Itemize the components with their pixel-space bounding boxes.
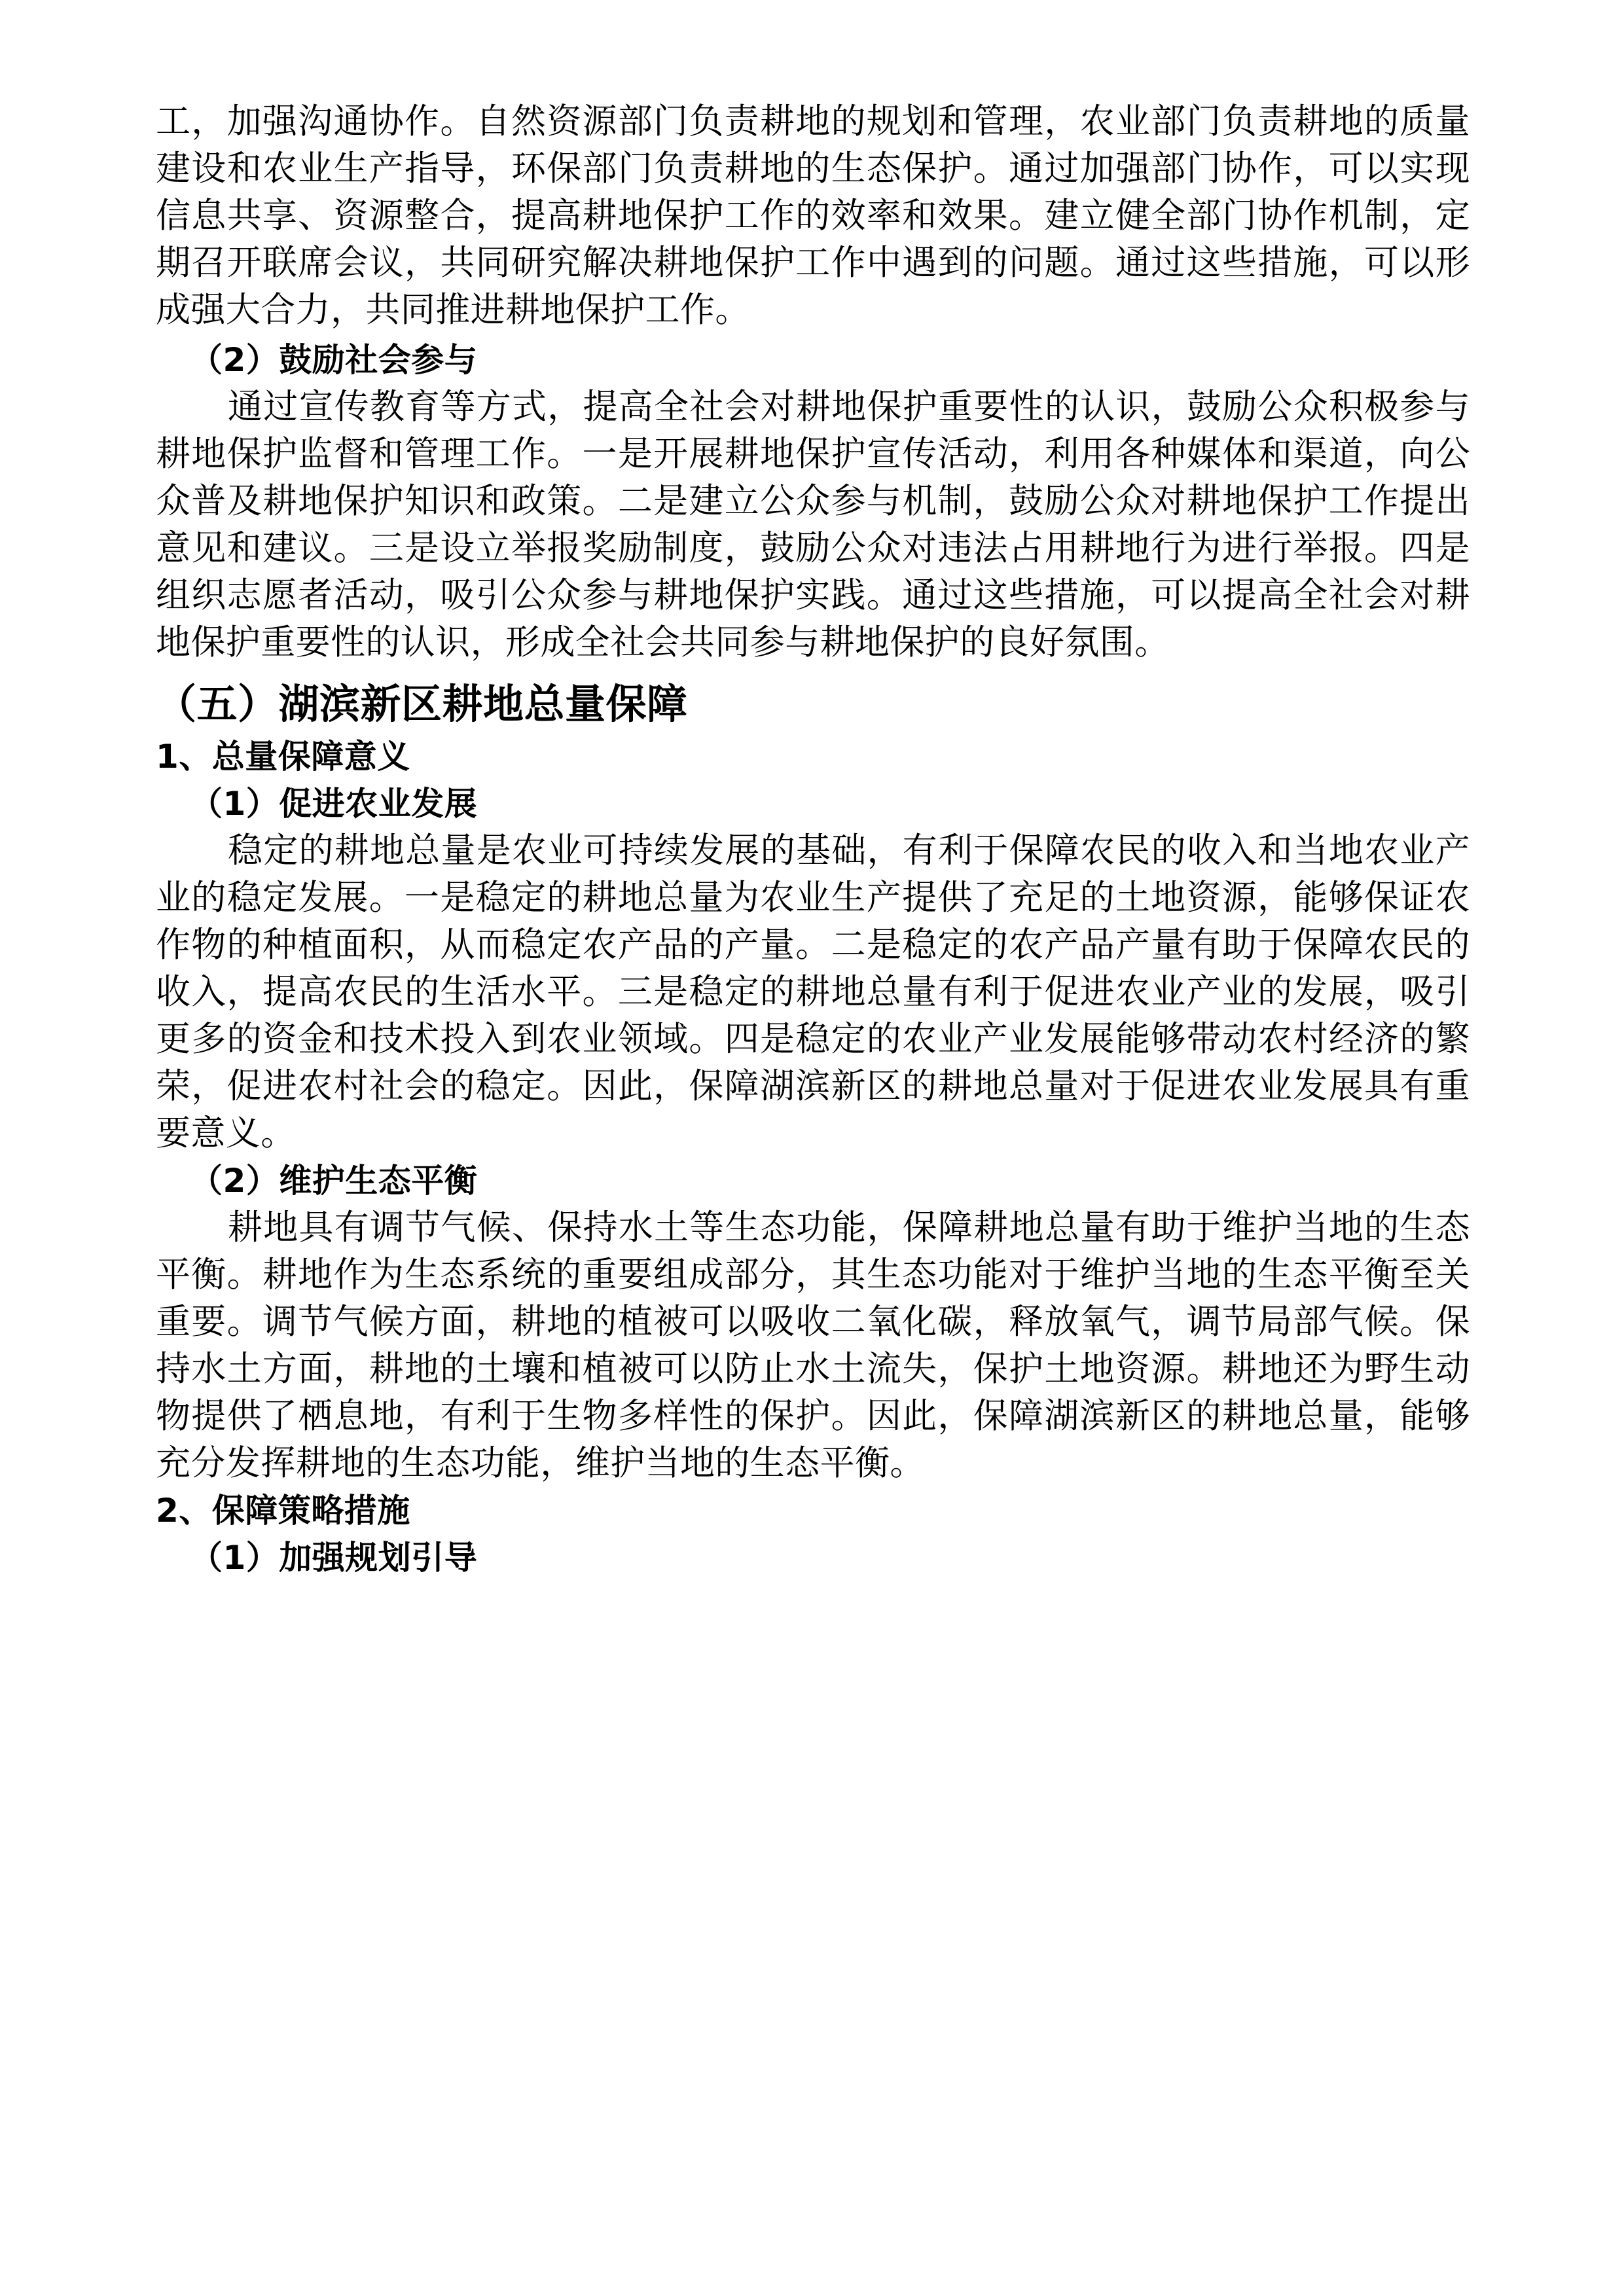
heading-promote-agricultural-development: （1）促进农业发展	[190, 785, 478, 823]
heading-strengthen-planning-guidance: （1）加强规划引导	[190, 1539, 478, 1577]
spacer	[156, 666, 1470, 675]
heading-significance-of-total-guarantee: 1、总量保障意义	[156, 738, 410, 776]
paragraph-maintain-ecological-balance: 耕地具有调节气候、保持水土等生态功能，保障耕地总量有助于维护当地的生态平衡。耕地作为生态系统的重要组成部分，其生态功能对于维护当地的生态平衡至关重要。调节气候方面，耕地的植被可以吸收二氧化碳，释放氧气，调节局部气候。保持水土方面，耕地的土壤和植被可以防止水土流失，保护土地资源。耕地还为野生动物提供了栖息地，有利于生物多样性的保护。因此，保障湖滨新区的耕地总量，能够充分发挥耕地的生态功能，维护当地的生态平衡。	[156, 1208, 1470, 1483]
paragraph-department-coordination: 工，加强沟通协作。自然资源部门负责耕地的规划和管理，农业部门负责耕地的质量建设和农业生产指导，环保部门负责耕地的生态保护。通过加强部门协作，可以实现信息共享、资源整合，提高耕地保护工作的效率和效果。建立健全部门协作机制，定期召开联席会议，共同研究解决耕地保护工作中遇到的问题。通过这些措施，可以形成强大合力，共同推进耕地保护工作。	[156, 101, 1470, 330]
paragraph-promote-agricultural-development: 稳定的耕地总量是农业可持续发展的基础，有利于保障农民的收入和当地农业产业的稳定发展。一是稳定的耕地总量为农业生产提供了充足的土地资源，能够保证农作物的种植面积，从而稳定农产品的产量。二是稳定的农产品产量有助于保障农民的收入，提高农民的生活水平。三是稳定的耕地总量有利于促进农业产业的发展，吸引更多的资金和技术投入到农业领域。四是稳定的农业产业发展能够带动农村经济的繁荣，促进农村社会的稳定。因此，保障湖滨新区的耕地总量对于促进农业发展具有重要意义。	[156, 831, 1470, 1153]
heading-guarantee-strategy-measures: 2、保障策略措施	[156, 1492, 410, 1530]
heading-encourage-social-participation: （2）鼓励社会参与	[190, 341, 478, 379]
heading-section-five-cultivated-land-total-guarantee: （五）湖滨新区耕地总量保障	[156, 680, 688, 728]
heading-maintain-ecological-balance: （2）维护生态平衡	[190, 1162, 478, 1200]
document-body	[156, 98, 1470, 1581]
paragraph-social-participation: 通过宣传教育等方式，提高全社会对耕地保护重要性的认识，鼓励公众积极参与耕地保护监督和管理工作。一是开展耕地保护宣传活动，利用各种媒体和渠道，向公众普及耕地保护知识和政策。二是建立公众参与机制，鼓励公众对耕地保护工作提出意见和建议。三是设立举报奖励制度，鼓励公众对违法占用耕地行为进行举报。四是组织志愿者活动，吸引公众参与耕地保护实践。通过这些措施，可以提高全社会对耕地保护重要性的认识，形成全社会共同参与耕地保护的良好氛围。	[156, 387, 1470, 662]
